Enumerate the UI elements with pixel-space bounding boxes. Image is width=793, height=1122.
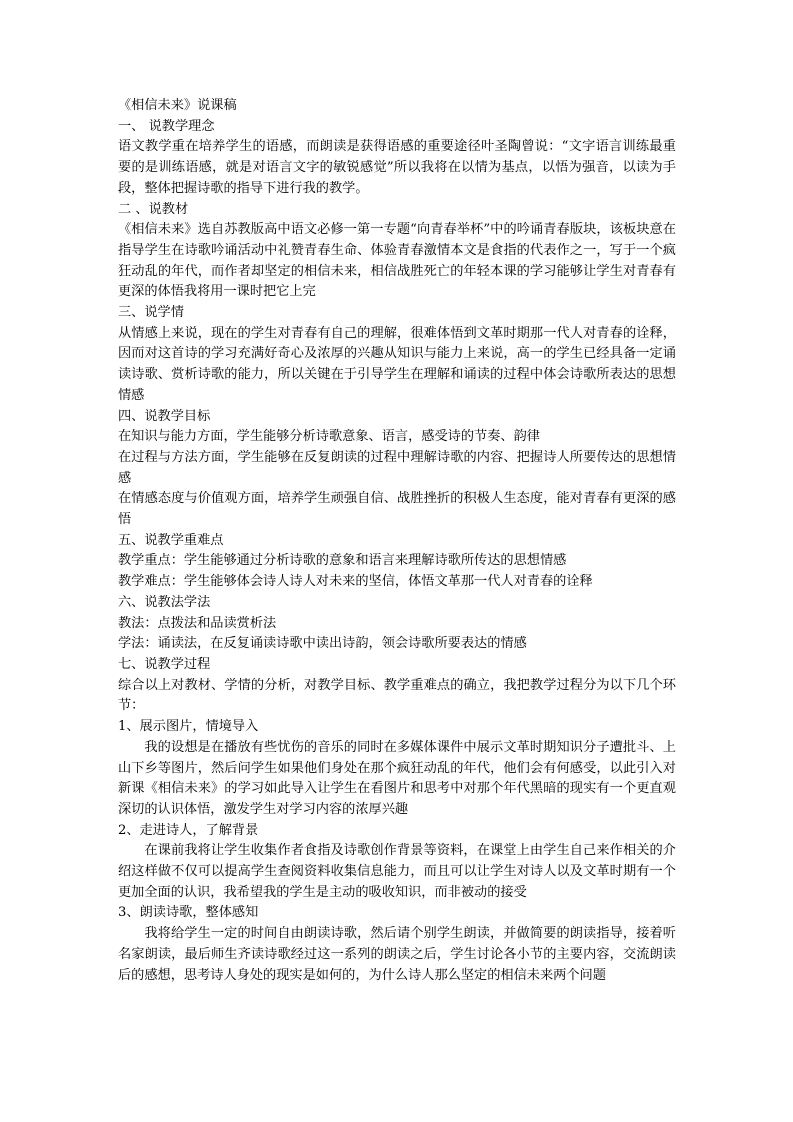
section-heading-1: 一、 说教学理念: [118, 118, 215, 134]
paragraph: 教学重点：学生能够通过分析诗歌的意象和语言来理解诗歌所传达的思想情感: [118, 553, 567, 569]
paragraph: 教学难点：学生能够体会诗人诗人对未来的坚信，体悟文革那一代人对青春的诠释: [118, 574, 593, 590]
paragraph: 在知识与能力方面，学生能够分析诗歌意象、语言，感受诗的节奏、韵律: [118, 429, 540, 445]
paragraph: 我将给学生一定的时间自由朗读诗歌，然后请个别学生朗读，并做简要的朗读指导，接着听名家朗读，最后师生齐读诗歌经过这一系列的朗读之后，学生讨论各小节的主要内容，交流朗读后的感想，思考诗人身处的现实是如何的，为什么诗人那么坚定的相信未来两个问题: [118, 926, 676, 983]
paragraph: 《相信未来》选自苏教版高中语文必修一第一专题“向青春举杯”中的吟诵青春版块，该板块意在指导学生在诗歌吟诵活动中礼赞青春生命、体验青春激情本文是食指的代表作之一，写于一个疯狂动乱的年代，而作者却坚定的相信未来，相信战胜死亡的年轻本课的学习能够让学生对青春有更深的体悟我将用一课时把它上完: [118, 222, 676, 300]
paragraph: 在过程与方法方面，学生能够在反复朗读的过程中理解诗歌的内容、把握诗人所要传达的思想情感: [118, 449, 676, 486]
paragraph: 在课前我将让学生收集作者食指及诗歌创作背景等资料，在课堂上由学生自己来作相关的介绍这样做不仅可以提高学生查阅资料收集信息能力，而且可以让学生对诗人以及文革时期有一个更加全面的认识，我希望我的学生是主动的吸收知识，而非被动的接受: [118, 843, 676, 900]
paragraph: 学法：诵读法，在反复诵读诗歌中读出诗韵，领会诗歌所要表达的情感: [118, 636, 527, 652]
section-heading-2: 二 、说教材: [118, 201, 189, 217]
document-title: 《相信未来》说课稿: [118, 98, 237, 113]
paragraph: 我的设想是在播放有些忧伤的音乐的同时在多媒体课件中展示文革时期知识分子遭批斗、上山下乡等图片，然后问学生如果他们身处在那个疯狂动乱的年代，他们会有何感受，以此引入对新课《相信未来》的学习如此导入让学生在看图片和思考中对那个年代黑暗的现实有一个更直观深切的认识体悟，激发学生对学习内容的浓厚兴趣: [118, 739, 676, 817]
step-heading-1: 1、展示图片，情境导入: [118, 719, 259, 735]
step-heading-2: 2、走进诗人，了解背景: [118, 822, 259, 838]
step-heading-3: 3、朗读诗歌，整体感知: [118, 905, 259, 921]
section-heading-7: 七、说教学过程: [118, 656, 211, 672]
section-heading-5: 五、说教学重难点: [118, 532, 224, 548]
paragraph: 教法：点拨法和品读赏析法: [118, 615, 277, 631]
paragraph: 语文教学重在培养学生的语感，而朗读是获得语感的重要途径叶圣陶曾说：“文字语言训练最重要的是训练语感，就是对语言文字的敏锐感觉”所以我将在以情为基点，以悟为强音，以读为手段，整体把握诗歌的指导下进行我的教学。: [118, 139, 676, 196]
paragraph: 从情感上来说，现在的学生对青春有自己的理解，很难体悟到文革时期那一代人对青春的诠释，因而对这首诗的学习充满好奇心及浓厚的兴趣从知识与能力上来说，高一的学生已经具备一定诵读诗歌、赏析诗歌的能力，所以关键在于引导学生在理解和诵读的过程中体会诗歌所表达的思想情感: [118, 325, 676, 403]
section-heading-6: 六、说教法学法: [118, 594, 211, 610]
paragraph: 在情感态度与价值观方面，培养学生顽强自信、战胜挫折的积极人生态度，能对青春有更深的感悟: [118, 491, 676, 528]
section-heading-3: 三、说学情: [118, 305, 184, 321]
document-page: [118, 96, 676, 986]
section-heading-4: 四、说教学目标: [118, 408, 211, 424]
paragraph: 综合以上对教材、学情的分析，对教学目标、教学重难点的确立，我把教学过程分为以下几个环节：: [118, 677, 676, 714]
